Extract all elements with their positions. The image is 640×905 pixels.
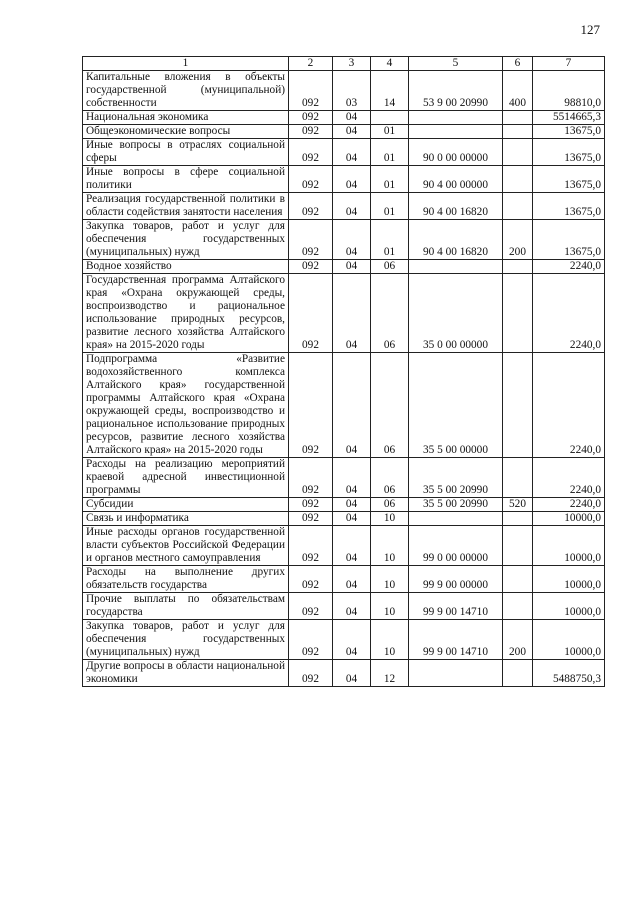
row-amount: 10000,0 xyxy=(533,526,605,566)
row-amount: 13675,0 xyxy=(533,193,605,220)
row-name: Другие вопросы в области национальной экономики xyxy=(83,660,289,687)
row-section: 04 xyxy=(333,566,371,593)
row-name: Расходы на реализацию мероприятий краевой адресной инвестиционной программы xyxy=(83,458,289,498)
row-subsection: 06 xyxy=(371,274,409,353)
row-subsection: 06 xyxy=(371,458,409,498)
row-name: Национальная экономика xyxy=(83,111,289,125)
row-section: 04 xyxy=(333,593,371,620)
row-target-article xyxy=(409,111,503,125)
header-cell: 4 xyxy=(371,57,409,71)
row-target-article: 90 4 00 00000 xyxy=(409,166,503,193)
row-subsection: 10 xyxy=(371,512,409,526)
table-row xyxy=(83,260,605,274)
row-expense-type xyxy=(503,139,533,166)
row-name: Иные вопросы в отраслях социальной сферы xyxy=(83,139,289,166)
table-row xyxy=(83,139,605,166)
row-subsection: 10 xyxy=(371,566,409,593)
row-code-admin: 092 xyxy=(289,139,333,166)
row-section: 04 xyxy=(333,660,371,687)
row-amount: 2240,0 xyxy=(533,498,605,512)
row-amount: 13675,0 xyxy=(533,166,605,193)
table-row xyxy=(83,593,605,620)
budget-table xyxy=(82,56,605,687)
row-subsection: 12 xyxy=(371,660,409,687)
row-section: 03 xyxy=(333,71,371,111)
row-amount: 5488750,3 xyxy=(533,660,605,687)
header-cell: 6 xyxy=(503,57,533,71)
table-row xyxy=(83,193,605,220)
header-cell: 7 xyxy=(533,57,605,71)
row-code-admin: 092 xyxy=(289,166,333,193)
row-section: 04 xyxy=(333,458,371,498)
row-name: Капитальные вложения в объекты государственной (муниципальной) собственности xyxy=(83,71,289,111)
row-section: 04 xyxy=(333,620,371,660)
row-expense-type: 200 xyxy=(503,620,533,660)
table-row xyxy=(83,166,605,193)
row-code-admin: 092 xyxy=(289,526,333,566)
row-amount: 5514665,3 xyxy=(533,111,605,125)
row-amount: 98810,0 xyxy=(533,71,605,111)
page-number: 127 xyxy=(580,22,600,37)
row-expense-type xyxy=(503,274,533,353)
row-target-article: 90 0 00 00000 xyxy=(409,139,503,166)
row-name: Закупка товаров, работ и услуг для обеспечения государственных (муниципальных) нужд xyxy=(83,620,289,660)
row-expense-type xyxy=(503,353,533,458)
row-expense-type xyxy=(503,166,533,193)
row-section: 04 xyxy=(333,526,371,566)
row-code-admin: 092 xyxy=(289,111,333,125)
row-subsection xyxy=(371,111,409,125)
row-name: Иные расходы органов государственной власти субъектов Российской Федерации и органов местного самоуправления xyxy=(83,526,289,566)
row-name: Водное хозяйство xyxy=(83,260,289,274)
row-name: Общеэкономические вопросы xyxy=(83,125,289,139)
row-code-admin: 092 xyxy=(289,593,333,620)
header-cell: 2 xyxy=(289,57,333,71)
row-section: 04 xyxy=(333,260,371,274)
table-row xyxy=(83,274,605,353)
row-name: Связь и информатика xyxy=(83,512,289,526)
row-amount: 2240,0 xyxy=(533,260,605,274)
row-subsection: 06 xyxy=(371,498,409,512)
row-code-admin: 092 xyxy=(289,71,333,111)
row-name: Прочие выплаты по обязательствам государства xyxy=(83,593,289,620)
table-row xyxy=(83,220,605,260)
row-subsection: 01 xyxy=(371,220,409,260)
table-row xyxy=(83,111,605,125)
row-amount: 13675,0 xyxy=(533,220,605,260)
row-expense-type: 520 xyxy=(503,498,533,512)
row-section: 04 xyxy=(333,498,371,512)
header-cell: 1 xyxy=(83,57,289,71)
row-code-admin: 092 xyxy=(289,660,333,687)
row-amount: 2240,0 xyxy=(533,353,605,458)
row-name: Субсидии xyxy=(83,498,289,512)
row-section: 04 xyxy=(333,512,371,526)
row-target-article xyxy=(409,660,503,687)
row-expense-type xyxy=(503,660,533,687)
row-subsection: 01 xyxy=(371,166,409,193)
row-amount: 13675,0 xyxy=(533,139,605,166)
row-section: 04 xyxy=(333,139,371,166)
table-row xyxy=(83,660,605,687)
header-cell: 5 xyxy=(409,57,503,71)
row-target-article: 99 9 00 00000 xyxy=(409,566,503,593)
row-name: Расходы на выполнение других обязательств государства xyxy=(83,566,289,593)
row-code-admin: 092 xyxy=(289,125,333,139)
row-code-admin: 092 xyxy=(289,274,333,353)
row-target-article: 99 9 00 14710 xyxy=(409,593,503,620)
row-code-admin: 092 xyxy=(289,458,333,498)
table-row xyxy=(83,512,605,526)
row-subsection: 01 xyxy=(371,193,409,220)
row-subsection: 14 xyxy=(371,71,409,111)
row-amount: 10000,0 xyxy=(533,512,605,526)
table-row xyxy=(83,620,605,660)
row-code-admin: 092 xyxy=(289,260,333,274)
row-subsection: 01 xyxy=(371,139,409,166)
row-expense-type xyxy=(503,566,533,593)
row-expense-type: 200 xyxy=(503,220,533,260)
row-name: Закупка товаров, работ и услуг для обеспечения государственных (муниципальных) нужд xyxy=(83,220,289,260)
row-name: Подпрограмма «Развитие водохозяйственного комплекса Алтайского края» государственной программы Алтайского края «Охрана окружающей среды, воспроизводство и рациональное использование природных ресурсов, развитие лесного хозяйства Алтайского края» на 2015-2020 годы xyxy=(83,353,289,458)
row-amount: 10000,0 xyxy=(533,593,605,620)
row-section: 04 xyxy=(333,111,371,125)
row-subsection: 01 xyxy=(371,125,409,139)
row-expense-type: 400 xyxy=(503,71,533,111)
row-code-admin: 092 xyxy=(289,353,333,458)
row-section: 04 xyxy=(333,166,371,193)
row-section: 04 xyxy=(333,353,371,458)
row-target-article: 90 4 00 16820 xyxy=(409,220,503,260)
row-target-article xyxy=(409,260,503,274)
row-subsection: 10 xyxy=(371,526,409,566)
table-row xyxy=(83,498,605,512)
row-amount: 2240,0 xyxy=(533,274,605,353)
table-row xyxy=(83,125,605,139)
row-subsection: 06 xyxy=(371,260,409,274)
row-target-article: 35 5 00 20990 xyxy=(409,498,503,512)
row-target-article: 53 9 00 20990 xyxy=(409,71,503,111)
row-expense-type xyxy=(503,526,533,566)
row-section: 04 xyxy=(333,193,371,220)
row-amount: 2240,0 xyxy=(533,458,605,498)
row-expense-type xyxy=(503,458,533,498)
row-section: 04 xyxy=(333,220,371,260)
table-row xyxy=(83,566,605,593)
row-name: Государственная программа Алтайского края «Охрана окружающей среды, воспроизводство и рациональное использование природных ресурсов, развитие лесного хозяйства Алтайского края» на 2015-2020 годы xyxy=(83,274,289,353)
row-section: 04 xyxy=(333,125,371,139)
row-target-article xyxy=(409,512,503,526)
row-expense-type xyxy=(503,512,533,526)
row-amount: 10000,0 xyxy=(533,566,605,593)
row-section: 04 xyxy=(333,274,371,353)
row-code-admin: 092 xyxy=(289,220,333,260)
row-subsection: 06 xyxy=(371,353,409,458)
row-target-article: 35 5 00 00000 xyxy=(409,353,503,458)
header-cell: 3 xyxy=(333,57,371,71)
row-code-admin: 092 xyxy=(289,193,333,220)
row-name: Иные вопросы в сфере социальной политики xyxy=(83,166,289,193)
row-target-article: 90 4 00 16820 xyxy=(409,193,503,220)
table-row xyxy=(83,353,605,458)
row-name: Реализация государственной политики в области содействия занятости населения xyxy=(83,193,289,220)
row-code-admin: 092 xyxy=(289,566,333,593)
row-code-admin: 092 xyxy=(289,620,333,660)
table-row xyxy=(83,458,605,498)
row-subsection: 10 xyxy=(371,620,409,660)
row-amount: 13675,0 xyxy=(533,125,605,139)
row-target-article: 99 9 00 14710 xyxy=(409,620,503,660)
row-subsection: 10 xyxy=(371,593,409,620)
row-expense-type xyxy=(503,111,533,125)
row-target-article: 35 0 00 00000 xyxy=(409,274,503,353)
row-code-admin: 092 xyxy=(289,498,333,512)
row-expense-type xyxy=(503,260,533,274)
row-code-admin: 092 xyxy=(289,512,333,526)
row-expense-type xyxy=(503,125,533,139)
table-row xyxy=(83,526,605,566)
row-target-article: 35 5 00 20990 xyxy=(409,458,503,498)
row-target-article: 99 0 00 00000 xyxy=(409,526,503,566)
row-expense-type xyxy=(503,593,533,620)
row-expense-type xyxy=(503,193,533,220)
row-target-article xyxy=(409,125,503,139)
header-row xyxy=(83,57,605,71)
row-amount: 10000,0 xyxy=(533,620,605,660)
table-row xyxy=(83,71,605,111)
